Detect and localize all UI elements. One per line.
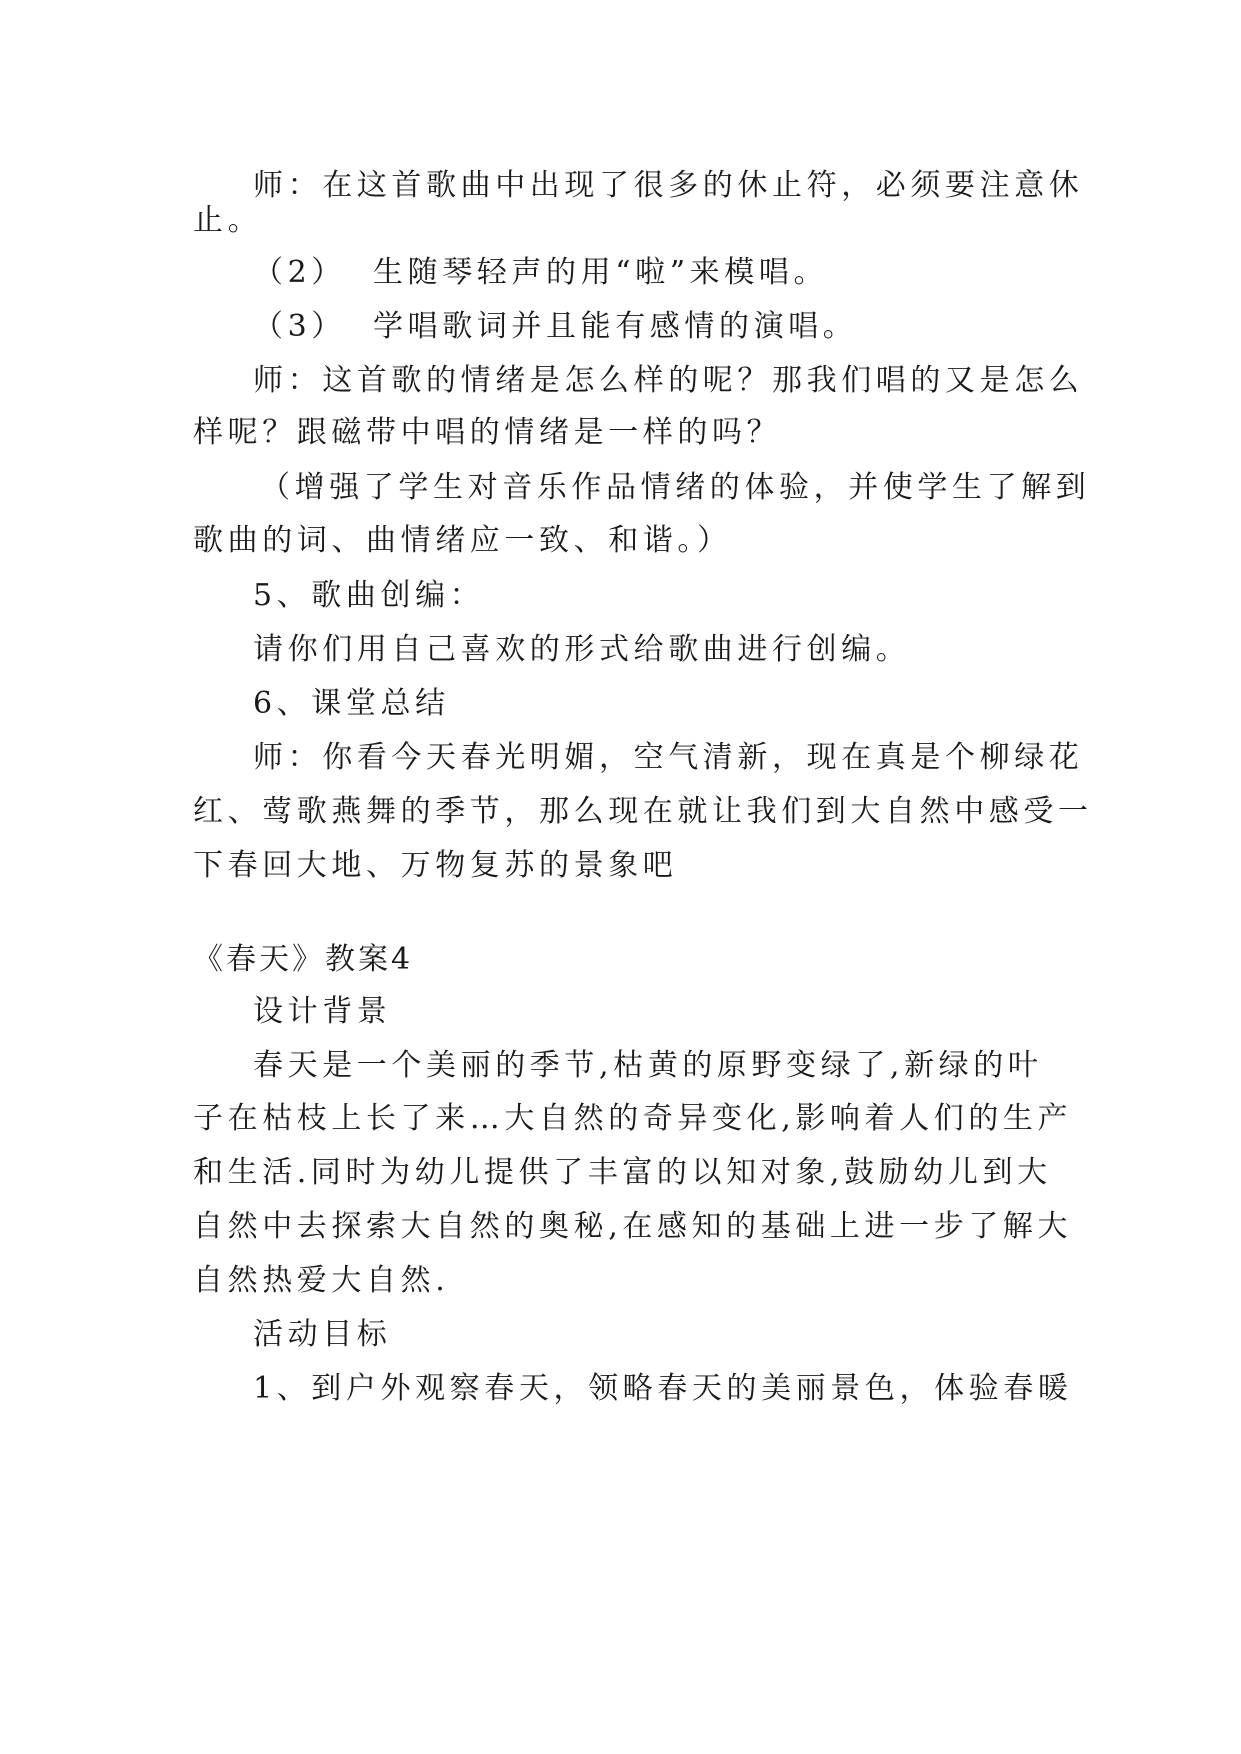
section-heading: 设计背景 [253,994,392,1029]
sub-step-2 [253,253,1133,293]
paragraph-line: 师：你看今天春光明媚，空气清新，现在真是个柳绿花 [253,740,1084,775]
sub-step-text: 学唱歌词并且能有感情的演唱。 [373,309,858,344]
paragraph-line: 春天是一个美丽的季节,枯黄的原野变绿了,新绿的叶 [253,1048,1043,1083]
paragraph-line: 歌曲的词、曲情绪应一致、和谐。） [193,523,732,558]
paragraph-line: 师：在这首歌曲中出现了很多的休止符，必须要注意休 [253,168,1084,203]
sub-step-text: 生随琴轻声的用“啦”来模唱。 [373,255,829,290]
paragraph-line: 师：这首歌的情绪是怎么样的呢？那我们唱的又是怎么 [253,363,1084,398]
paragraph-line: 子在枯枝上长了来…大自然的奇异变化,影响着人们的生产 [193,1101,1073,1136]
paragraph-line: （增强了学生对音乐作品情绪的体验，并使学生了解到 [260,470,1091,505]
paragraph-line: 请你们用自己喜欢的形式给歌曲进行创编。 [253,632,911,667]
section-heading: 6、课堂总结 [253,686,450,721]
paragraph-line: 自然中去探索大自然的奥秘,在感知的基础上进一步了解大 [193,1209,1073,1244]
sub-step-3 [253,307,1133,347]
paragraph-line: 下春回大地、万物复苏的景象吧 [193,848,678,883]
sub-step-label: （2） [253,255,346,290]
paragraph-line: 和生活.同时为幼儿提供了丰富的以知对象,鼓励幼儿到大 [193,1155,1052,1190]
paragraph-line: 样呢？跟磁带中唱的情绪是一样的吗？ [193,415,782,450]
section-heading: 5、歌曲创编： [253,578,485,613]
section-heading: 活动目标 [253,1317,392,1352]
sub-step-label: （3） [253,309,346,344]
paragraph-line: 红、莺歌燕舞的季节，那么现在就让我们到大自然中感受一 [193,794,1093,829]
paragraph-line: 止。 [193,203,263,238]
paragraph-line: 自然热爱大自然. [193,1263,450,1298]
document-title: 《春天》教案4 [193,942,414,977]
paragraph-line: 1、到户外观察春天，领略春天的美丽景色，体验春暖 [253,1371,1073,1406]
